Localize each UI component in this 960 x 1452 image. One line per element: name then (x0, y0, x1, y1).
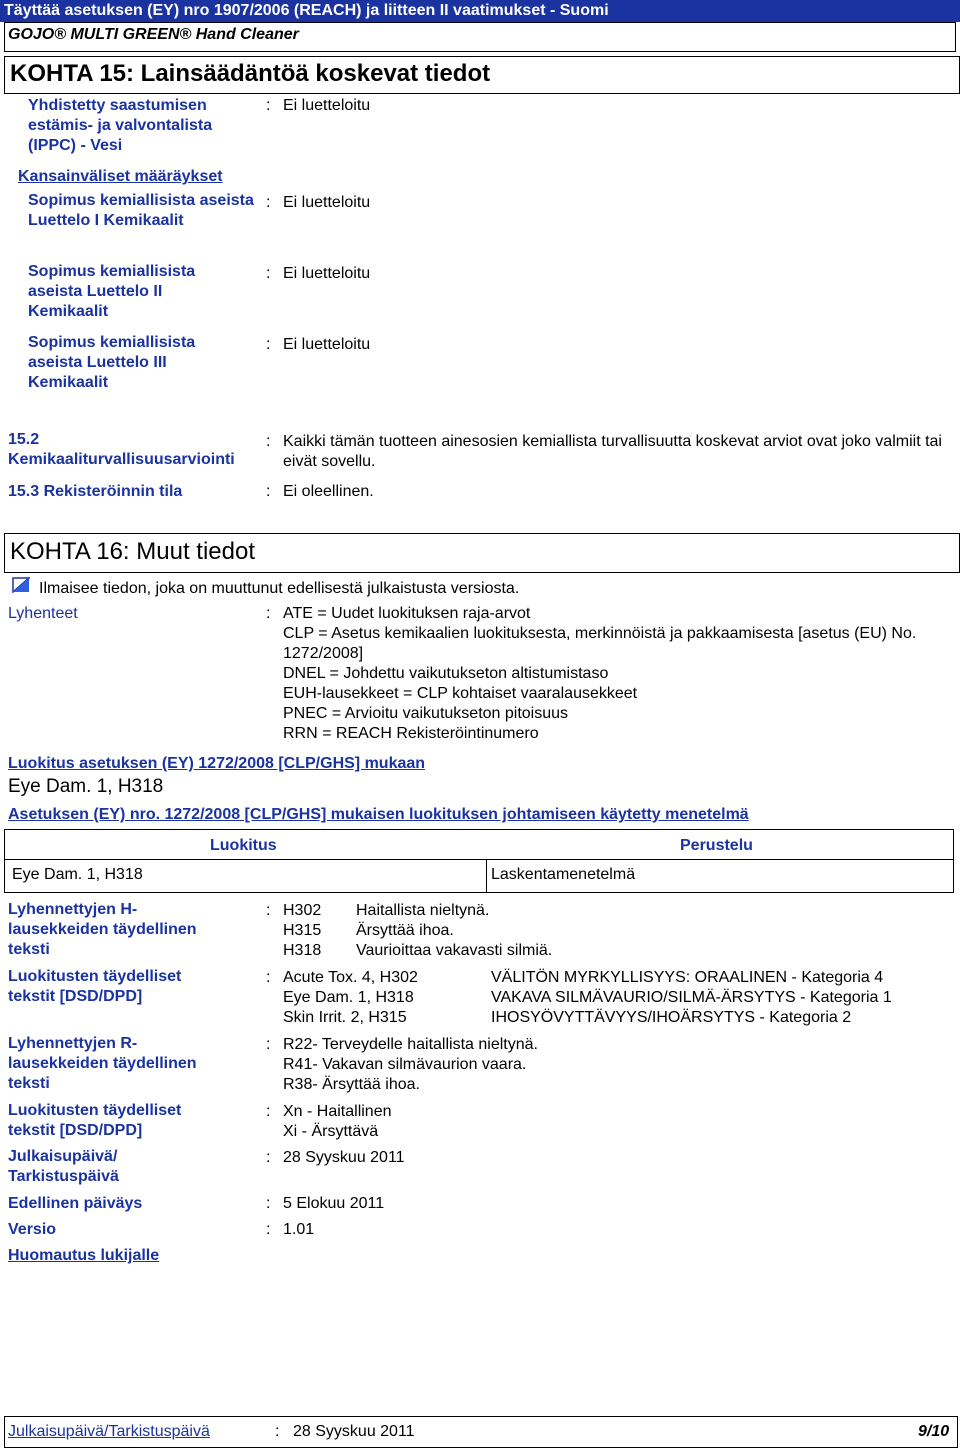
cw2-value: Ei luetteloitu (283, 265, 371, 282)
colon: : (266, 1195, 271, 1212)
footer-colon: : (275, 1423, 280, 1440)
dsd-line: Xi - Ärsyttävä (283, 1123, 379, 1140)
abbr-line: DNEL = Johdettu vaikutukseton altistumistaso (283, 665, 609, 682)
version-value: 1.01 (283, 1221, 315, 1238)
h-label: Lyhennettyjen H-lausekkeiden täydellinen teksti (8, 901, 197, 958)
issue-label: Julkaisupäivä/ Tarkistuspäivä (8, 1148, 119, 1185)
abbr-label: Lyhenteet (8, 605, 78, 622)
cw3-value: Ei luetteloitu (283, 336, 371, 353)
r-list (283, 1035, 538, 1095)
cw1-value: Ei luetteloitu (283, 194, 371, 211)
clp-value: Eye Dam. 1, H318 (8, 776, 164, 797)
colon: : (266, 194, 271, 211)
csa-label: 15.2 Kemikaaliturvallisuusarviointi (8, 431, 235, 468)
dsd-line: Xn - Haitallinen (283, 1103, 392, 1120)
footer-page: 9/10 (918, 1423, 950, 1440)
colon: : (266, 265, 271, 282)
classification-table (4, 829, 954, 893)
abbr-line: CLP = Asetus kemikaalien luokituksesta, merkinnöistä ja pakkaamisesta [asetus (EU) No. 1272/2008] (283, 625, 917, 662)
ippc-label: Yhdistetty saastumisen estämis- ja valvontalista (IPPC) - Vesi (28, 97, 213, 154)
method-heading: Asetuksen (EY) nro. 1272/2008 [CLP/GHS] mukaisen luokituksen johtamiseen käytetty menetelmä (8, 806, 749, 823)
table-col-perustelu: Perustelu (680, 837, 753, 854)
notice-label: Huomautus lukijalle (8, 1247, 160, 1264)
version-label: Versio (8, 1221, 57, 1238)
table-col-luokitus: Luokitus (210, 837, 277, 854)
h-row: H302 Haitallista nieltynä. (283, 902, 490, 919)
cw1-label: Sopimus kemiallisista aseista Luettelo I Kemikaalit (28, 192, 254, 229)
section16-heading: KOHTA 16: Muut tiedot (10, 538, 256, 565)
h-row: H315 Ärsyttää ihoa. (283, 922, 454, 939)
change-note: Ilmaisee tiedon, joka on muuttunut edellisestä julkaistusta versiosta. (39, 580, 520, 597)
clf-row: Eye Dam. 1, H318 VAKAVA SILMÄVAURIO/SILMÄ-ÄRSYTYS - Kategoria 1 (283, 989, 892, 1006)
intl-heading: Kansainväliset määräykset (18, 168, 223, 185)
r-line: R38- Ärsyttää ihoa. (283, 1076, 420, 1093)
colon: : (266, 1221, 271, 1238)
colon: : (266, 483, 271, 500)
csa-value: Kaikki tämän tuotteen ainesosien kemiallista turvallisuutta koskevat arviot ovat joko valmiit tai eivät sovellu. (283, 433, 942, 470)
prev-label: Edellinen päiväys (8, 1195, 143, 1212)
doc-title: Täyttää asetuksen (EY) nro 1907/2006 (REACH) ja liitteen II vaatimukset - Suomi (4, 2, 609, 19)
table-cell-basis: Laskentamenetelmä (491, 866, 636, 883)
h-row: H318 Vaurioittaa vakavasti silmiä. (283, 942, 553, 959)
issue-value: 28 Syyskuu 2011 (283, 1149, 405, 1166)
abbr-line: ATE = Uudet luokituksen raja-arvot (283, 605, 531, 622)
colon: : (266, 1149, 271, 1166)
abbr-line: PNEC = Arvioitu vaikutukseton pitoisuus (283, 705, 569, 722)
abbr-line: EUH-lausekkeet = CLP kohtaiset vaaralausekkeet (283, 685, 638, 702)
cw3-label: Sopimus kemiallisista aseista Luettelo III Kemikaalit (28, 334, 196, 391)
cw2-label: Sopimus kemiallisista aseista Luettelo II Kemikaalit (28, 263, 196, 320)
dsd-label: Luokitusten täydelliset tekstit [DSD/DPD] (8, 1102, 182, 1139)
colon: : (266, 97, 271, 114)
colon: : (266, 902, 271, 919)
colon: : (266, 433, 271, 450)
prev-value: 5 Elokuu 2011 (283, 1195, 385, 1212)
clp-heading: Luokitus asetuksen (EY) 1272/2008 [CLP/GHS] mukaan (8, 755, 426, 772)
r-line: R22- Terveydelle haitallista nieltynä. (283, 1036, 538, 1053)
ippc-value: Ei luetteloitu (283, 97, 371, 114)
section15-heading: KOHTA 15: Lainsäädäntöä koskevat tiedot (10, 60, 491, 87)
colon: : (266, 969, 271, 986)
colon: : (266, 605, 271, 622)
colon: : (266, 1103, 271, 1120)
footer-date: 28 Syyskuu 2011 (293, 1423, 415, 1440)
colon: : (266, 1036, 271, 1053)
footer-label: Julkaisupäivä/Tarkistuspäivä (8, 1423, 210, 1440)
r-label: Lyhennettyjen R-lausekkeiden täydellinen teksti (8, 1035, 197, 1092)
clf-row: Skin Irrit. 2, H315 IHOSYÖVYTTÄVYYS/IHOÄRSYTYS - Kategoria 2 (283, 1009, 852, 1026)
reg-value: Ei oleellinen. (283, 483, 374, 500)
r-line: R41- Vakavan silmävaurion vaara. (283, 1056, 527, 1073)
abbr-list (283, 604, 955, 744)
abbr-line: RRN = REACH Rekisteröintinumero (283, 725, 539, 742)
dsd-list (283, 1102, 392, 1142)
colon: : (266, 336, 271, 353)
clf-list (283, 968, 892, 1028)
table-divider (4, 859, 954, 860)
change-marker-icon (12, 577, 30, 593)
table-divider (486, 859, 487, 893)
clf-label: Luokitusten täydelliset tekstit [DSD/DPD] (8, 968, 182, 1005)
h-list (283, 901, 552, 961)
reg-label: 15.3 Rekisteröinnin tila (8, 483, 183, 500)
clf-row: Acute Tox. 4, H302 VÄLITÖN MYRKYLLISYYS: ORAALINEN - Kategoria 4 (283, 969, 884, 986)
product-name: GOJO® MULTI GREEN® Hand Cleaner (8, 26, 299, 43)
table-cell-class: Eye Dam. 1, H318 (12, 866, 143, 883)
